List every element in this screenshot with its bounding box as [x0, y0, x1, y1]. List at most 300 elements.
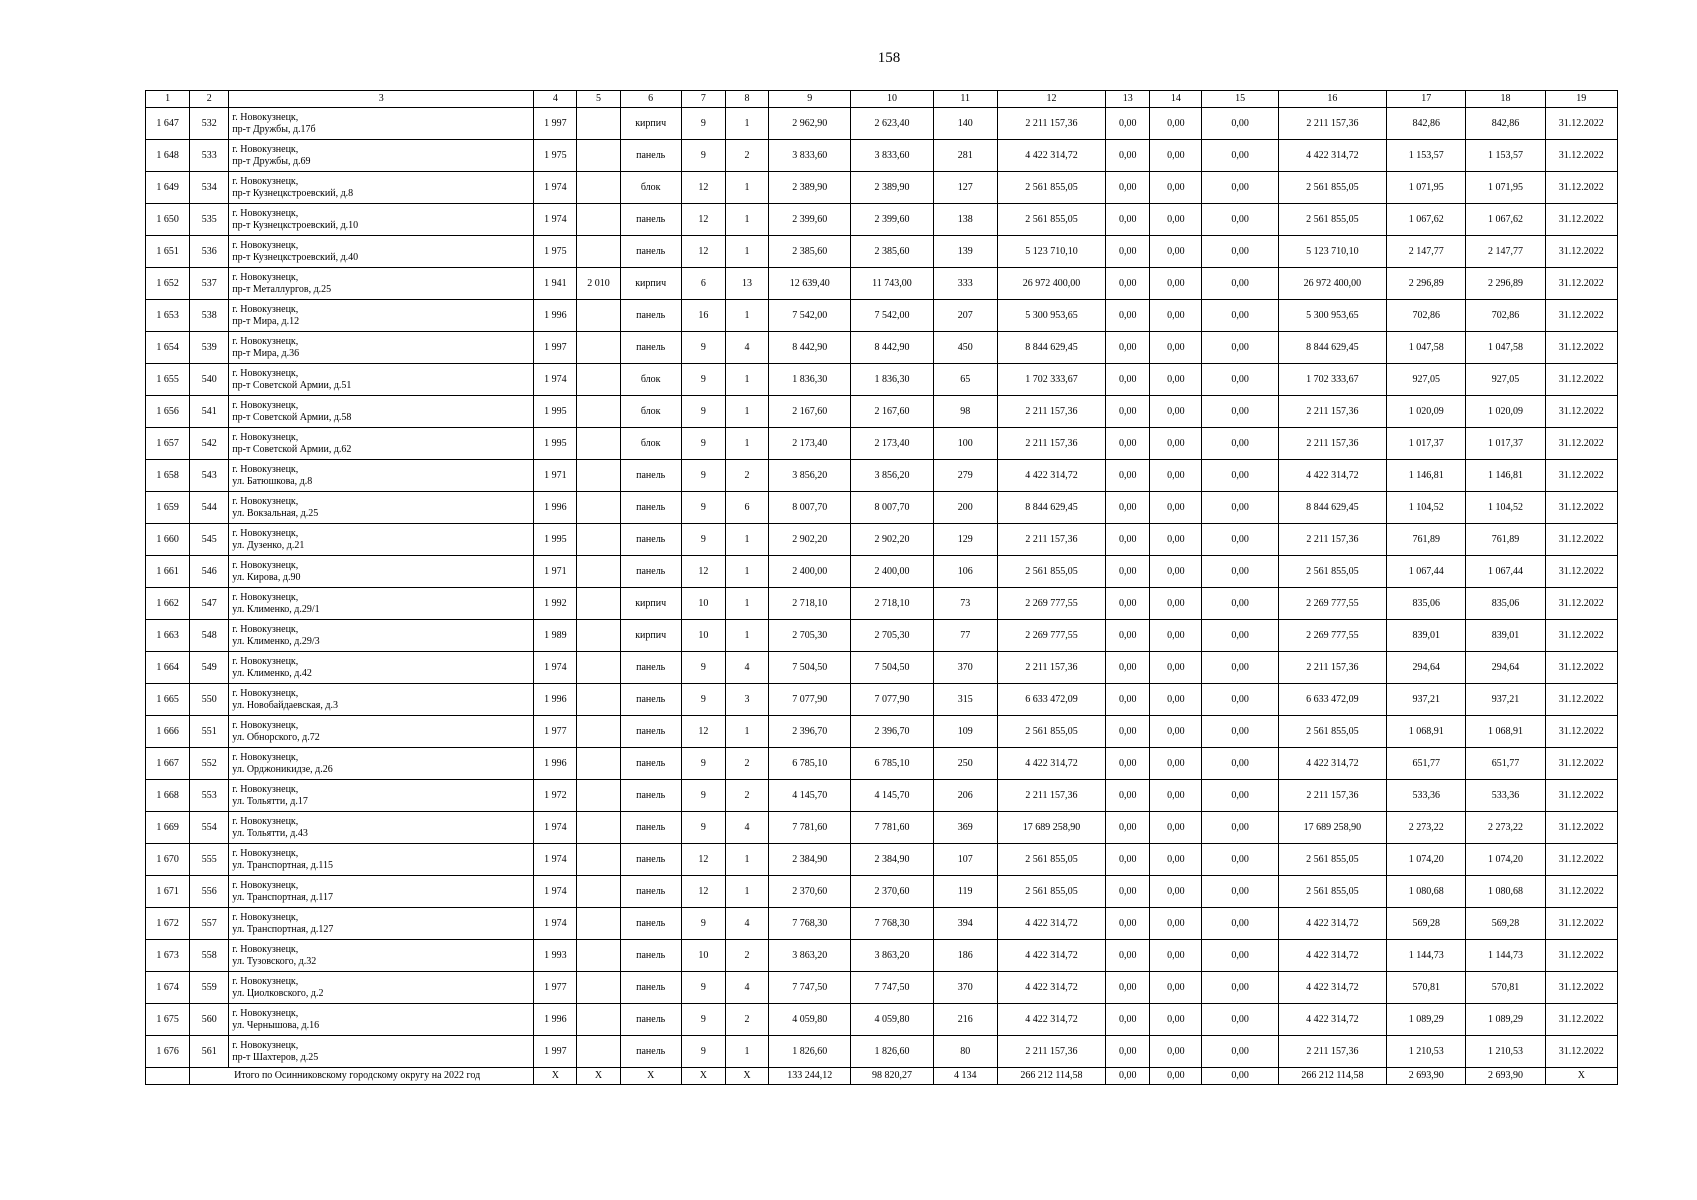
table-cell: 1 657: [146, 428, 190, 460]
table-cell: 5 300 953,65: [1278, 300, 1386, 332]
table-cell: [577, 300, 620, 332]
address-city: г. Новокузнецк,: [232, 783, 299, 795]
table-cell: 2 296,89: [1387, 268, 1466, 300]
table-cell: 206: [933, 780, 997, 812]
table-cell: 0,00: [1150, 524, 1202, 556]
table-cell: 1 080,68: [1466, 876, 1545, 908]
column-number: 3: [229, 91, 534, 108]
table-cell: кирпич: [620, 620, 681, 652]
table-cell: 9: [681, 460, 725, 492]
table-cell: 1 974: [534, 844, 577, 876]
table-cell: 31.12.2022: [1545, 460, 1617, 492]
column-number: 18: [1466, 91, 1545, 108]
table-row: [146, 492, 1618, 524]
table-cell: 0,00: [1106, 300, 1150, 332]
table-cell: 4 422 314,72: [997, 460, 1105, 492]
table-cell: 8 844 629,45: [1278, 332, 1386, 364]
table-cell: 2 370,60: [851, 876, 933, 908]
table-cell: 0,00: [1202, 652, 1278, 684]
table-cell: 1 974: [534, 812, 577, 844]
table-cell: 0,00: [1150, 908, 1202, 940]
table-cell: 1 652: [146, 268, 190, 300]
table-cell: 1 702 333,67: [997, 364, 1105, 396]
table-cell: 1: [725, 428, 768, 460]
table-cell: 556: [190, 876, 229, 908]
table-cell: 73: [933, 588, 997, 620]
table-cell: 535: [190, 204, 229, 236]
table-cell: 119: [933, 876, 997, 908]
address-city: г. Новокузнецк,: [232, 303, 299, 315]
table-cell: 1 661: [146, 556, 190, 588]
table-cell: 1 663: [146, 620, 190, 652]
column-number: 4: [534, 91, 577, 108]
table-cell: 651,77: [1387, 748, 1466, 780]
table-cell: 761,89: [1387, 524, 1466, 556]
table-cell: 2 962,90: [769, 108, 851, 140]
address-cell: [229, 972, 534, 1004]
table-cell: 1 104,52: [1466, 492, 1545, 524]
table-cell: [577, 460, 620, 492]
table-cell: 0,00: [1202, 236, 1278, 268]
address-city: г. Новокузнецк,: [232, 367, 299, 379]
table-cell: 0,00: [1150, 876, 1202, 908]
table-cell: 1 104,52: [1387, 492, 1466, 524]
table-cell: 2 147,77: [1466, 236, 1545, 268]
table-cell: 1 997: [534, 332, 577, 364]
table-cell: 1 071,95: [1466, 172, 1545, 204]
address-street: пр-т Кузнецкстроевский, д.10: [232, 219, 359, 231]
address-cell: [229, 236, 534, 268]
address-cell: [229, 748, 534, 780]
total-cell: 2 693,90: [1466, 1068, 1545, 1085]
table-cell: 1 974: [534, 204, 577, 236]
table-cell: 0,00: [1150, 844, 1202, 876]
table-cell: 369: [933, 812, 997, 844]
table-cell: 98: [933, 396, 997, 428]
table-cell: 31.12.2022: [1545, 780, 1617, 812]
table-cell: 0,00: [1202, 780, 1278, 812]
table-cell: 2 269 777,55: [997, 588, 1105, 620]
table-cell: 4: [725, 652, 768, 684]
table-cell: 100: [933, 428, 997, 460]
table-cell: 1: [725, 620, 768, 652]
table-cell: панель: [620, 204, 681, 236]
table-cell: 0,00: [1202, 716, 1278, 748]
table-cell: 0,00: [1150, 108, 1202, 140]
address-street: пр-т Кузнецкстроевский, д.8: [232, 187, 354, 199]
table-cell: 3 833,60: [769, 140, 851, 172]
column-number: 14: [1150, 91, 1202, 108]
table-cell: 7 768,30: [851, 908, 933, 940]
address-street: ул. Дузенко, д.21: [232, 539, 305, 551]
address-city: г. Новокузнецк,: [232, 623, 299, 635]
table-cell: 1 666: [146, 716, 190, 748]
table-cell: 1 996: [534, 1004, 577, 1036]
table-cell: 450: [933, 332, 997, 364]
table-cell: 0,00: [1106, 236, 1150, 268]
table-cell: 8 844 629,45: [1278, 492, 1386, 524]
table-cell: 1 210,53: [1387, 1036, 1466, 1068]
table-cell: 2 396,70: [769, 716, 851, 748]
total-cell: 0,00: [1202, 1068, 1278, 1085]
total-cell: X: [577, 1068, 620, 1085]
address-city: г. Новокузнецк,: [232, 975, 299, 987]
table-cell: 1 974: [534, 172, 577, 204]
table-cell: 0,00: [1150, 204, 1202, 236]
table-cell: 2 211 157,36: [1278, 1036, 1386, 1068]
table-cell: 0,00: [1150, 1004, 1202, 1036]
table-cell: 139: [933, 236, 997, 268]
table-cell: 1: [725, 364, 768, 396]
table-cell: 1 673: [146, 940, 190, 972]
table-row: [146, 428, 1618, 460]
table-cell: [577, 108, 620, 140]
table-cell: 12: [681, 716, 725, 748]
table-cell: 2 273,22: [1387, 812, 1466, 844]
table-cell: 0,00: [1150, 364, 1202, 396]
table-cell: 4 422 314,72: [997, 940, 1105, 972]
table-cell: 9: [681, 332, 725, 364]
table-cell: 1 977: [534, 972, 577, 1004]
table-cell: панель: [620, 940, 681, 972]
table-cell: 3 863,20: [851, 940, 933, 972]
table-cell: 0,00: [1202, 140, 1278, 172]
table-cell: 0,00: [1106, 364, 1150, 396]
table-cell: 0,00: [1150, 556, 1202, 588]
table-cell: 1 826,60: [851, 1036, 933, 1068]
table-cell: [577, 812, 620, 844]
address-cell: [229, 364, 534, 396]
table-cell: 1 071,95: [1387, 172, 1466, 204]
table-cell: 550: [190, 684, 229, 716]
table-cell: 31.12.2022: [1545, 620, 1617, 652]
table-cell: 9: [681, 428, 725, 460]
total-cell: 2 693,90: [1387, 1068, 1466, 1085]
table-cell: 31.12.2022: [1545, 396, 1617, 428]
table-cell: 0,00: [1106, 972, 1150, 1004]
table-cell: 0,00: [1202, 332, 1278, 364]
table-cell: 12: [681, 204, 725, 236]
table-cell: 1 672: [146, 908, 190, 940]
table-cell: 4 422 314,72: [997, 972, 1105, 1004]
total-cell: 266 212 114,58: [997, 1068, 1105, 1085]
table-row: [146, 748, 1618, 780]
table-cell: 0,00: [1150, 940, 1202, 972]
table-cell: 1 826,60: [769, 1036, 851, 1068]
address-cell: [229, 716, 534, 748]
table-cell: 3: [725, 684, 768, 716]
table-cell: панель: [620, 1004, 681, 1036]
table-cell: 31.12.2022: [1545, 716, 1617, 748]
table-cell: 12: [681, 172, 725, 204]
header-row: [146, 91, 1618, 108]
table-cell: [577, 652, 620, 684]
table-cell: 542: [190, 428, 229, 460]
column-number: 2: [190, 91, 229, 108]
table-cell: 0,00: [1202, 460, 1278, 492]
table-cell: 839,01: [1387, 620, 1466, 652]
table-cell: 0,00: [1106, 684, 1150, 716]
table-cell: 0,00: [1150, 812, 1202, 844]
table-cell: 2 561 855,05: [997, 844, 1105, 876]
address-city: г. Новокузнецк,: [232, 815, 299, 827]
table-cell: 1 067,62: [1387, 204, 1466, 236]
table-cell: 1 017,37: [1466, 428, 1545, 460]
table-cell: 31.12.2022: [1545, 300, 1617, 332]
table-cell: панель: [620, 812, 681, 844]
table-cell: 9: [681, 364, 725, 396]
table-cell: 2 561 855,05: [1278, 844, 1386, 876]
table-cell: 10: [681, 620, 725, 652]
table-cell: 12: [681, 844, 725, 876]
table-cell: 1 146,81: [1466, 460, 1545, 492]
table-row: [146, 108, 1618, 140]
table-cell: 7 768,30: [769, 908, 851, 940]
table-cell: 570,81: [1387, 972, 1466, 1004]
table-cell: 1 972: [534, 780, 577, 812]
table-cell: 1 144,73: [1387, 940, 1466, 972]
table-cell: 2 561 855,05: [997, 172, 1105, 204]
table-cell: 4 422 314,72: [997, 140, 1105, 172]
table-cell: 2 561 855,05: [1278, 876, 1386, 908]
table-cell: 2 269 777,55: [1278, 588, 1386, 620]
table-cell: 31.12.2022: [1545, 684, 1617, 716]
table-cell: 0,00: [1150, 172, 1202, 204]
table-cell: 2 902,20: [851, 524, 933, 556]
table-cell: 1 941: [534, 268, 577, 300]
table-cell: [577, 556, 620, 588]
table-row: [146, 396, 1618, 428]
table-cell: 0,00: [1150, 492, 1202, 524]
table-cell: 80: [933, 1036, 997, 1068]
table-cell: 0,00: [1106, 268, 1150, 300]
table-cell: 0,00: [1150, 652, 1202, 684]
table-cell: 1 996: [534, 492, 577, 524]
table-cell: 0,00: [1106, 620, 1150, 652]
table-cell: 2 561 855,05: [1278, 556, 1386, 588]
table-cell: 333: [933, 268, 997, 300]
table-cell: 0,00: [1106, 588, 1150, 620]
table-cell: 9: [681, 524, 725, 556]
address-city: г. Новокузнецк,: [232, 143, 299, 155]
table-cell: 129: [933, 524, 997, 556]
table-cell: [577, 844, 620, 876]
address-city: г. Новокузнецк,: [232, 111, 299, 123]
table-cell: 569,28: [1466, 908, 1545, 940]
table-cell: [577, 332, 620, 364]
table-cell: 12: [681, 556, 725, 588]
table-cell: 1 995: [534, 524, 577, 556]
table-cell: 0,00: [1202, 364, 1278, 396]
table-cell: 1 647: [146, 108, 190, 140]
table-cell: 2: [725, 940, 768, 972]
table-cell: 4 422 314,72: [1278, 972, 1386, 1004]
table-cell: 1: [725, 844, 768, 876]
table-cell: 1 702 333,67: [1278, 364, 1386, 396]
table-cell: 1 670: [146, 844, 190, 876]
table-cell: 937,21: [1387, 684, 1466, 716]
total-cell: 98 820,27: [851, 1068, 933, 1085]
table-cell: 0,00: [1202, 844, 1278, 876]
table-cell: 2 211 157,36: [997, 524, 1105, 556]
table-cell: 6 785,10: [769, 748, 851, 780]
table-cell: 7 747,50: [851, 972, 933, 1004]
table-cell: 2 705,30: [769, 620, 851, 652]
table-cell: 17 689 258,90: [997, 812, 1105, 844]
table-cell: 1 667: [146, 748, 190, 780]
table-cell: 65: [933, 364, 997, 396]
table-cell: 6 633 472,09: [997, 684, 1105, 716]
table-cell: [577, 876, 620, 908]
table-cell: 2 211 157,36: [1278, 652, 1386, 684]
table-cell: 2 389,90: [769, 172, 851, 204]
table-cell: 1 074,20: [1466, 844, 1545, 876]
table-cell: 0,00: [1106, 1036, 1150, 1068]
table-cell: 77: [933, 620, 997, 652]
table-cell: 106: [933, 556, 997, 588]
column-number: 7: [681, 91, 725, 108]
column-number: 6: [620, 91, 681, 108]
address-cell: [229, 460, 534, 492]
table-cell: 557: [190, 908, 229, 940]
table-cell: 0,00: [1202, 1004, 1278, 1036]
address-cell: [229, 908, 534, 940]
table-cell: 839,01: [1466, 620, 1545, 652]
table-cell: панель: [620, 652, 681, 684]
address-cell: [229, 652, 534, 684]
table-cell: [577, 972, 620, 1004]
table-cell: 1: [725, 236, 768, 268]
table-cell: 31.12.2022: [1545, 172, 1617, 204]
table-cell: 0,00: [1106, 396, 1150, 428]
column-number: 17: [1387, 91, 1466, 108]
column-number: 1: [146, 91, 190, 108]
table-cell: 2: [725, 460, 768, 492]
table-cell: 2 902,20: [769, 524, 851, 556]
table-cell: 0,00: [1150, 140, 1202, 172]
table-cell: 1 660: [146, 524, 190, 556]
table-cell: 4 145,70: [851, 780, 933, 812]
table-cell: 8 844 629,45: [997, 492, 1105, 524]
table-cell: панель: [620, 716, 681, 748]
table-row: [146, 972, 1618, 1004]
table-cell: 31.12.2022: [1545, 972, 1617, 1004]
table-cell: 544: [190, 492, 229, 524]
table-cell: 4 059,80: [851, 1004, 933, 1036]
address-street: ул. Транспортная, д.117: [232, 891, 333, 903]
table-cell: 540: [190, 364, 229, 396]
table-cell: 0,00: [1106, 204, 1150, 236]
table-cell: 0,00: [1150, 780, 1202, 812]
table-cell: 0,00: [1202, 428, 1278, 460]
table-cell: 0,00: [1150, 268, 1202, 300]
table-cell: 1 020,09: [1466, 396, 1545, 428]
table-cell: 546: [190, 556, 229, 588]
table-cell: 534: [190, 172, 229, 204]
table-cell: 186: [933, 940, 997, 972]
table-cell: 1 662: [146, 588, 190, 620]
table-cell: панель: [620, 140, 681, 172]
table-cell: 7 077,90: [851, 684, 933, 716]
table-cell: [577, 140, 620, 172]
table-cell: 0,00: [1202, 268, 1278, 300]
table-cell: 569,28: [1387, 908, 1466, 940]
table-cell: 549: [190, 652, 229, 684]
table-cell: 0,00: [1202, 524, 1278, 556]
table-cell: 9: [681, 652, 725, 684]
table-cell: 0,00: [1106, 940, 1150, 972]
table-cell: 2 211 157,36: [1278, 780, 1386, 812]
table-cell: 1 146,81: [1387, 460, 1466, 492]
table-cell: 1 997: [534, 108, 577, 140]
table-cell: 2 561 855,05: [1278, 204, 1386, 236]
address-cell: [229, 1036, 534, 1068]
address-street: пр-т Шахтеров, д.25: [232, 1051, 319, 1063]
table-cell: 0,00: [1106, 524, 1150, 556]
table-cell: 6: [681, 268, 725, 300]
table-cell: 1 080,68: [1387, 876, 1466, 908]
address-street: ул. Батюшкова, д.8: [232, 475, 313, 487]
column-number: 10: [851, 91, 933, 108]
table-cell: 1: [725, 1036, 768, 1068]
table-cell: 31.12.2022: [1545, 748, 1617, 780]
table-cell: 13: [725, 268, 768, 300]
table-cell: панель: [620, 844, 681, 876]
table-cell: 2: [725, 1004, 768, 1036]
table-cell: 1 144,73: [1466, 940, 1545, 972]
address-city: г. Новокузнецк,: [232, 527, 299, 539]
table-cell: 2 561 855,05: [1278, 716, 1386, 748]
table-cell: 9: [681, 748, 725, 780]
table-cell: 4: [725, 972, 768, 1004]
table-cell: 558: [190, 940, 229, 972]
table-cell: 2 384,90: [769, 844, 851, 876]
table-cell: панель: [620, 1036, 681, 1068]
table-cell: 2 010: [577, 268, 620, 300]
table-cell: 3 833,60: [851, 140, 933, 172]
table-cell: 138: [933, 204, 997, 236]
table-cell: 2 561 855,05: [997, 556, 1105, 588]
page-number: 158: [877, 50, 901, 66]
address-city: г. Новокузнецк,: [232, 431, 299, 443]
address-city: г. Новокузнецк,: [232, 751, 299, 763]
table-cell: блок: [620, 396, 681, 428]
total-cell: X: [725, 1068, 768, 1085]
table-cell: 2 370,60: [769, 876, 851, 908]
table-cell: 2 269 777,55: [1278, 620, 1386, 652]
table-row: [146, 588, 1618, 620]
address-cell: [229, 524, 534, 556]
table-row: [146, 524, 1618, 556]
table-cell: 2: [725, 140, 768, 172]
table-cell: 842,86: [1387, 108, 1466, 140]
total-cell: 0,00: [1150, 1068, 1202, 1085]
table-cell: 554: [190, 812, 229, 844]
table-cell: 2 561 855,05: [997, 716, 1105, 748]
address-city: г. Новокузнецк,: [232, 399, 299, 411]
table-cell: [146, 1068, 190, 1085]
table-cell: 279: [933, 460, 997, 492]
table-row: [146, 812, 1618, 844]
table-cell: 2 211 157,36: [997, 1036, 1105, 1068]
address-street: пр-т Дружбы, д.69: [232, 155, 311, 167]
table-cell: 1 669: [146, 812, 190, 844]
table-cell: 31.12.2022: [1545, 940, 1617, 972]
table-cell: 7 542,00: [851, 300, 933, 332]
table-cell: [577, 588, 620, 620]
table-cell: 835,06: [1466, 588, 1545, 620]
address-city: г. Новокузнецк,: [232, 463, 299, 475]
